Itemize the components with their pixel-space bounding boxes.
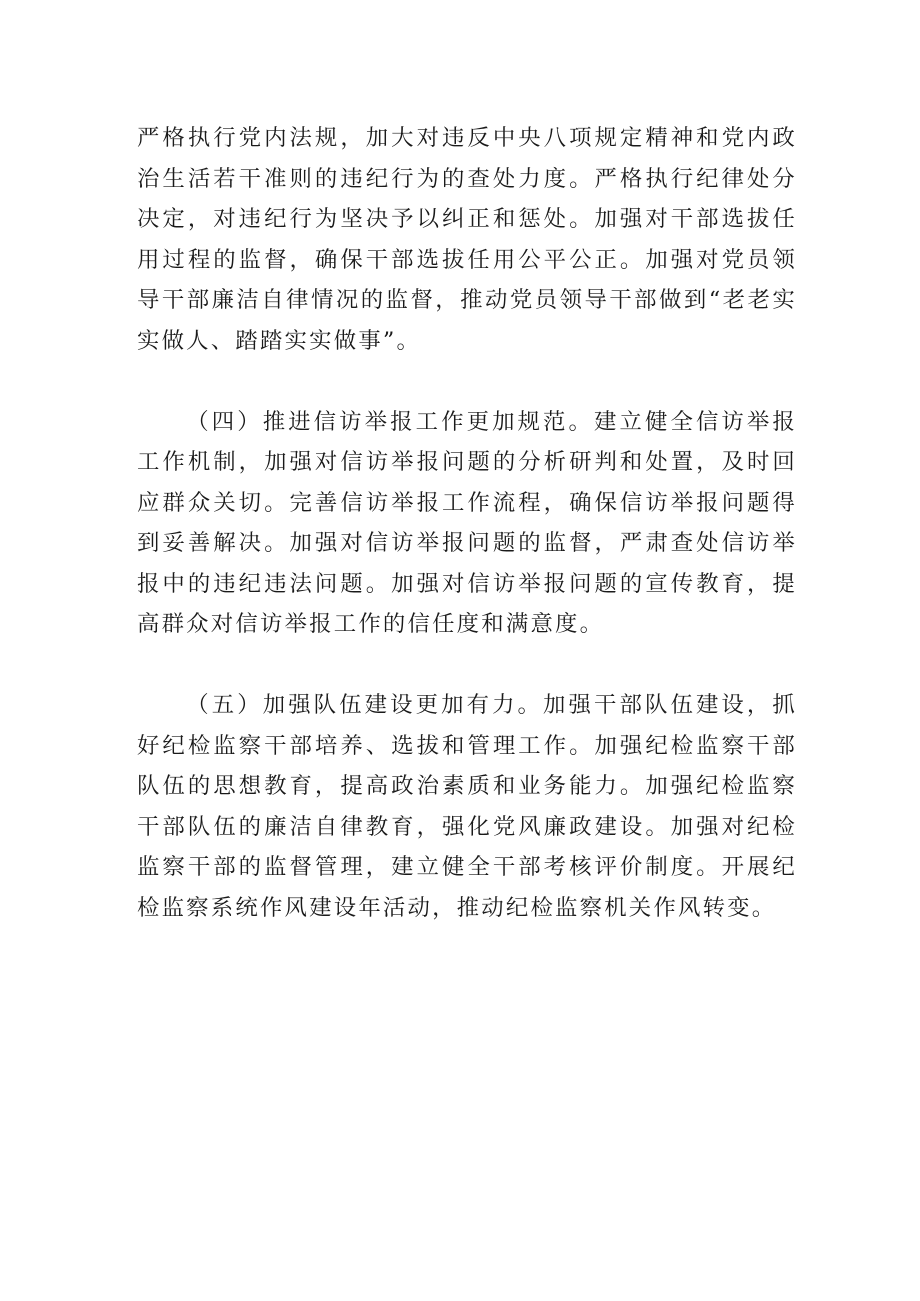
paragraph-gap [137, 361, 797, 402]
document-body [137, 118, 797, 928]
paragraph-gap [137, 645, 797, 686]
paragraph-continued: 严格执行党内法规，加大对违反中央八项规定精神和党内政治生活若干准则的违纪行为的查处力度。严格执行纪律处分决定，对违纪行为坚决予以纠正和惩处。加强对干部选拔任用过程的监督，确保干部选拔任用公平公正。加强对党员领导干部廉洁自律情况的监督，推动党员领导干部做到“老老实实做人、踏踏实实做事”。 [137, 125, 797, 354]
paragraph-section-five: （五）加强队伍建设更加有力。加强干部队伍建设，抓好纪检监察干部培养、选拔和管理工作。加强纪检监察干部队伍的思想教育，提高政治素质和业务能力。加强纪检监察干部队伍的廉洁自律教育，强化党风廉政建设。加强对纪检监察干部的监督管理，建立健全干部考核评价制度。开展纪检监察系统作风建设年活动，推动纪检监察机关作风转变。 [137, 692, 797, 921]
paragraph-section-four: （四）推进信访举报工作更加规范。建立健全信访举报工作机制，加强对信访举报问题的分析研判和处置，及时回应群众关切。完善信访举报工作流程，确保信访举报问题得到妥善解决。加强对信访举报问题的监督，严肃查处信访举报中的违纪违法问题。加强对信访举报问题的宣传教育，提高群众对信访举报工作的信任度和满意度。 [137, 408, 797, 637]
